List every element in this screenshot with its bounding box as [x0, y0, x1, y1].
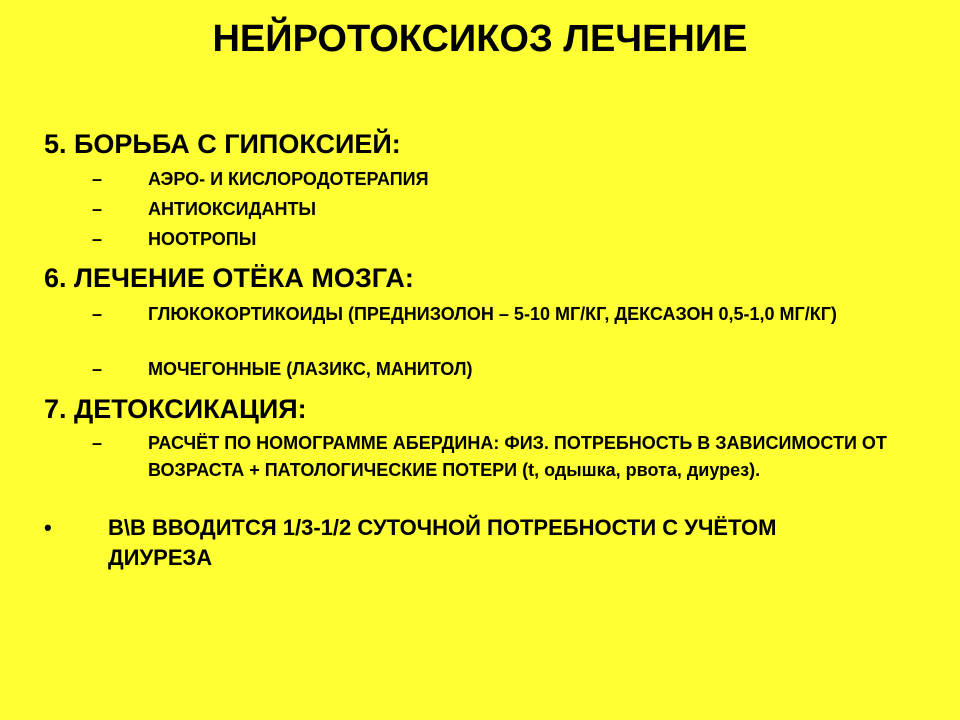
list-item: АНТИОКСИДАНТЫ [148, 199, 317, 219]
dash-marker: – [92, 304, 103, 324]
list-item: ГЛЮКОКОРТИКОИДЫ (ПРЕДНИЗОЛОН – 5-10 МГ/КГ, ДЕКСАЗОН 0,5-1,0 МГ/КГ) [148, 304, 837, 324]
list-item: МОЧЕГОННЫЕ (ЛАЗИКС, МАНИТОЛ) [148, 359, 473, 379]
dash-marker: – [92, 433, 103, 453]
section-heading-hypoxia: 5. БОРЬБА С ГИПОКСИЕЙ: [44, 129, 401, 159]
list-item: НООТРОПЫ [148, 229, 257, 249]
section-heading-brain-edema: 6. ЛЕЧЕНИЕ ОТЁКА МОЗГА: [44, 263, 414, 293]
dash-marker: – [92, 359, 103, 379]
section-heading-detox: 7. ДЕТОКСИКАЦИЯ: [44, 394, 307, 424]
list-item: РАСЧЁТ ПО НОМОГРАММЕ АБЕРДИНА: ФИЗ. ПОТРЕБНОСТЬ В ЗАВИСИМОСТИ ОТ ВОЗРАСТА + ПАТОЛОГИЧЕСКИЕ ПОТЕРИ (t, одышка, рвота, диурез). [148, 433, 887, 480]
final-bullet-text: В\В ВВОДИТСЯ 1/3-1/2 СУТОЧНОЙ ПОТРЕБНОСТИ С УЧЁТОМ ДИУРЕЗА [108, 515, 777, 570]
list-item: АЭРО- И КИСЛОРОДОТЕРАПИЯ [148, 169, 429, 189]
dash-marker: – [92, 169, 103, 189]
slide-title: НЕЙРОТОКСИКОЗ ЛЕЧЕНИЕ [212, 18, 748, 60]
dash-marker: – [92, 229, 103, 249]
bullet-marker: • [44, 515, 52, 540]
dash-marker: – [92, 199, 103, 219]
